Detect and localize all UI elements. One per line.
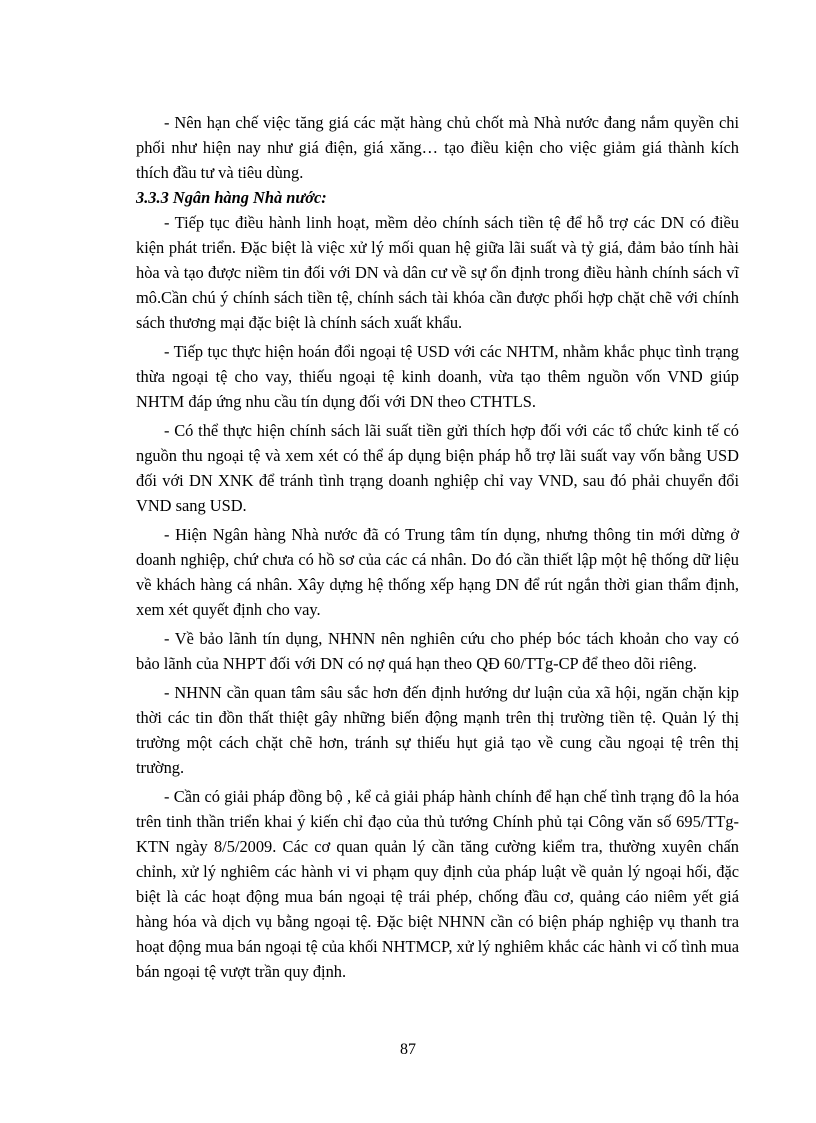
paragraph-monetary-policy: - Tiếp tục điều hành linh hoạt, mềm dẻo chính sách tiền tệ để hỗ trợ các DN có điều kiện phát triển. Đặc biệt là việc xử lý mối quan hệ giữa lãi suất và tỷ giá, đảm bảo tính hài hòa và tạo được niềm tin đối với DN và dân cư về sự ổn định trong điều hành chính sách vĩ mô.Cần chú ý chính sách tiền tệ, chính sách tài khóa cần được phối hợp chặt chẽ với chính sách thương mại đặc biệt là chính sách xuất khẩu.: [136, 213, 739, 332]
document-page: [136, 110, 739, 988]
paragraph-dollarization: - Cần có giải pháp đồng bộ , kể cả giải pháp hành chính để hạn chế tình trạng đô la hóa trên tinh thần triển khai ý kiến chỉ đạo của thủ tướng Chính phủ tại Công văn số 695/TTg-KTN ngày 8/5/2009. Các cơ quan quản lý cần tăng cường kiểm tra, thường xuyên chấn chỉnh, xử lý nghiêm các hành vi vi phạm quy định của pháp luật về quản lý ngoại hối, đặc biệt là các hoạt động mua bán ngoại tệ trái phép, chống đầu cơ, quảng cáo niêm yết giá hàng hóa và dịch vụ bằng ngoại tệ. Đặc biệt NHNN cần có biện pháp nghiệp vụ thanh tra hoạt động mua bán ngoại tệ của khối NHTMCP, xử lý nghiêm khắc các hành vi cố tình mua bán ngoại tệ vượt trần quy định.: [136, 787, 739, 981]
page-number: 87: [400, 1041, 416, 1058]
paragraph-price-control: - Nên hạn chế việc tăng giá các mặt hàng chủ chốt mà Nhà nước đang nắm quyền chi phối như hiện nay như giá điện, giá xăng… tạo điều kiện cho việc giảm giá thành kích thích đầu tư và tiêu dùng.: [136, 113, 739, 182]
paragraph-credit-guarantee: - Về bảo lãnh tín dụng, NHNN nên nghiên cứu cho phép bóc tách khoản cho vay có bảo lãnh của NHPT đối với DN có nợ quá hạn theo QĐ 60/TTg-CP để theo dõi riêng.: [136, 629, 739, 673]
paragraph-credit-center: - Hiện Ngân hàng Nhà nước đã có Trung tâm tín dụng, nhưng thông tin mới dừng ở doanh nghiệp, chứ chưa có hồ sơ của các cá nhân. Do đó cần thiết lập một hệ thống dữ liệu về khách hàng cá nhân. Xây dựng hệ thống xếp hạng DN để rút ngắn thời gian thẩm định, xem xét quyết định cho vay.: [136, 525, 739, 619]
paragraph-usd-swap: - Tiếp tục thực hiện hoán đổi ngoại tệ USD với các NHTM, nhằm khắc phục tình trạng thừa ngoại tệ cho vay, thiếu ngoại tệ kinh doanh, vừa tạo thêm nguồn vốn VND giúp NHTM đáp ứng nhu cầu tín dụng đối với DN theo CTHTLS.: [136, 342, 739, 411]
paragraph-deposit-rates: - Có thể thực hiện chính sách lãi suất tiền gửi thích hợp đối với các tổ chức kinh tế có nguồn thu ngoại tệ và xem xét có thể áp dụng biện pháp hỗ trợ lãi suất vay vốn bằng USD đối với DN XNK để tránh tình trạng doanh nghiệp chỉ vay VND, sau đó phải chuyển đổi VND sang USD.: [136, 421, 739, 515]
paragraph-public-opinion: - NHNN cần quan tâm sâu sắc hơn đến định hướng dư luận của xã hội, ngăn chặn kịp thời các tin đồn thất thiệt gây những biến động mạnh trên thị trường tiền tệ. Quản lý thị trường một cách chặt chẽ hơn, tránh sự thiếu hụt giả tạo về cung cầu ngoại tệ trên thị trường.: [136, 683, 739, 777]
section-heading: 3.3.3 Ngân hàng Nhà nước:: [136, 188, 327, 207]
